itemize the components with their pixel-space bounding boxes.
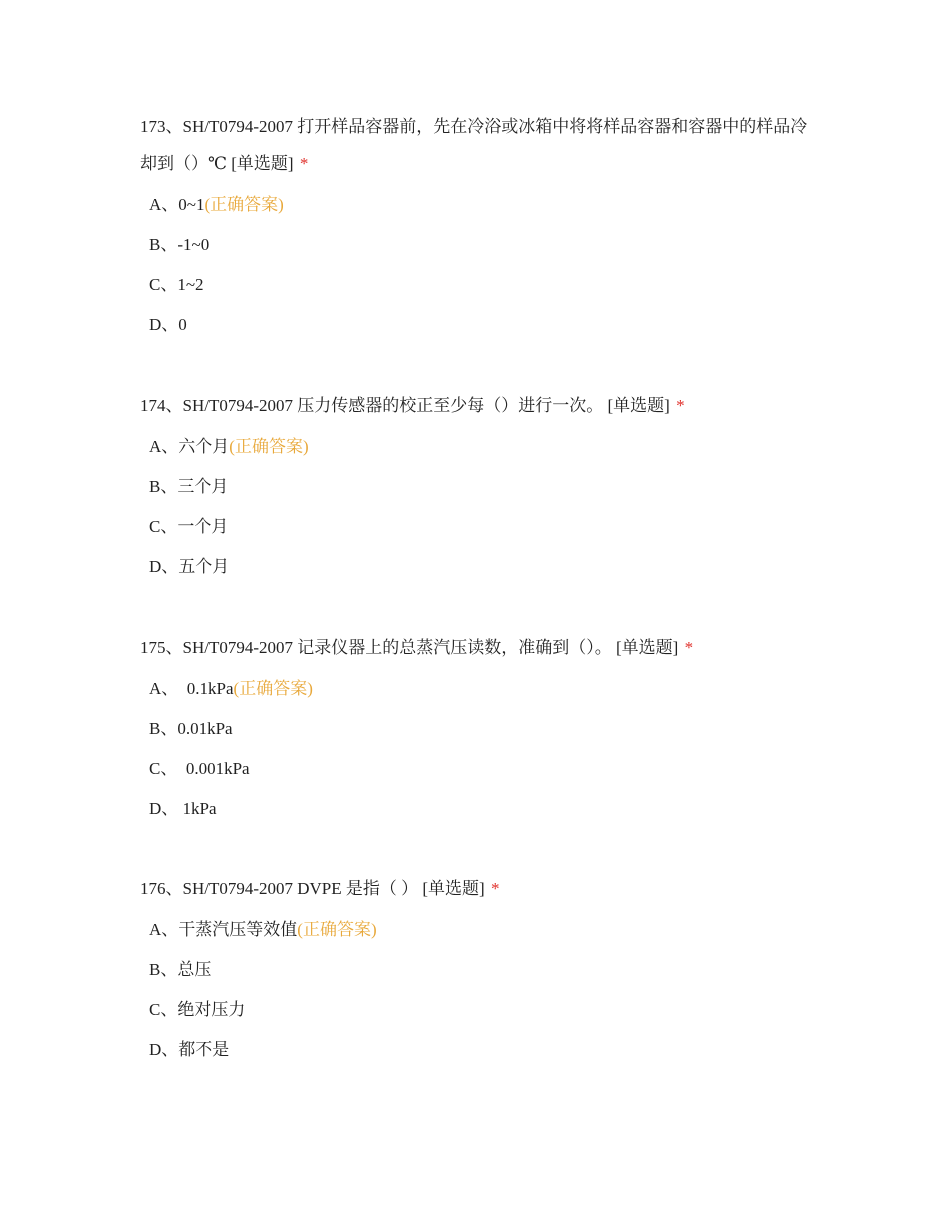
option-label: A、 0.1kPa — [149, 679, 234, 698]
option-label: A、六个月 — [149, 437, 230, 456]
question-text: 176、SH/T0794-2007 DVPE 是指（ ） [单选题] — [140, 879, 485, 898]
option-b — [140, 950, 820, 990]
required-star: * — [490, 879, 500, 898]
option-b — [140, 225, 820, 265]
option-label: C、绝对压力 — [149, 1000, 246, 1019]
option-label: B、-1~0 — [149, 235, 210, 254]
option-c — [140, 265, 820, 305]
option-c — [140, 990, 820, 1030]
correct-answer-tag: (正确答案) — [297, 920, 377, 939]
option-d — [140, 789, 820, 829]
option-c — [140, 749, 820, 789]
question-173 — [140, 108, 820, 345]
option-c — [140, 507, 820, 547]
question-176 — [140, 870, 820, 1070]
option-a — [140, 669, 820, 709]
question-175 — [140, 629, 820, 829]
question-stem — [140, 629, 820, 666]
option-label: C、1~2 — [149, 275, 204, 294]
option-a — [140, 910, 820, 950]
option-list — [140, 910, 820, 1070]
question-174 — [140, 387, 820, 587]
question-text: 175、SH/T0794-2007 记录仪器上的总蒸汽压读数，准确到（）。 [单选题] — [140, 638, 679, 657]
option-label: D、五个月 — [149, 557, 230, 576]
option-d — [140, 1030, 820, 1070]
option-list — [140, 427, 820, 587]
option-label: D、0 — [149, 315, 187, 334]
option-label: B、三个月 — [149, 477, 229, 496]
option-a — [140, 427, 820, 467]
question-stem — [140, 108, 820, 182]
option-list — [140, 669, 820, 829]
question-stem — [140, 387, 820, 424]
option-d — [140, 547, 820, 587]
required-star: * — [299, 154, 309, 173]
option-d — [140, 305, 820, 345]
option-label: C、 0.001kPa — [149, 759, 250, 778]
option-a — [140, 185, 820, 225]
correct-answer-tag: (正确答案) — [229, 437, 309, 456]
option-b — [140, 467, 820, 507]
required-star: * — [676, 396, 685, 415]
required-star: * — [684, 638, 694, 657]
option-label: B、总压 — [149, 960, 212, 979]
option-label: C、一个月 — [149, 517, 229, 536]
question-stem — [140, 870, 820, 907]
option-list — [140, 185, 820, 345]
option-label: D、 1kPa — [149, 799, 217, 818]
option-label: D、都不是 — [149, 1040, 230, 1059]
correct-answer-tag: (正确答案) — [204, 195, 284, 214]
question-text: 173、SH/T0794-2007 打开样品容器前，先在冷浴或冰箱中将将样品容器和容器中的样品冷却到（）℃ [单选题] — [140, 117, 808, 173]
option-label: A、干蒸汽压等效值 — [149, 920, 298, 939]
option-label: A、0~1 — [149, 195, 205, 214]
option-label: B、0.01kPa — [149, 719, 233, 738]
correct-answer-tag: (正确答案) — [233, 679, 313, 698]
option-b — [140, 709, 820, 749]
question-text: 174、SH/T0794-2007 压力传感器的校正至少每（）进行一次。 [单选题] — [140, 396, 670, 415]
